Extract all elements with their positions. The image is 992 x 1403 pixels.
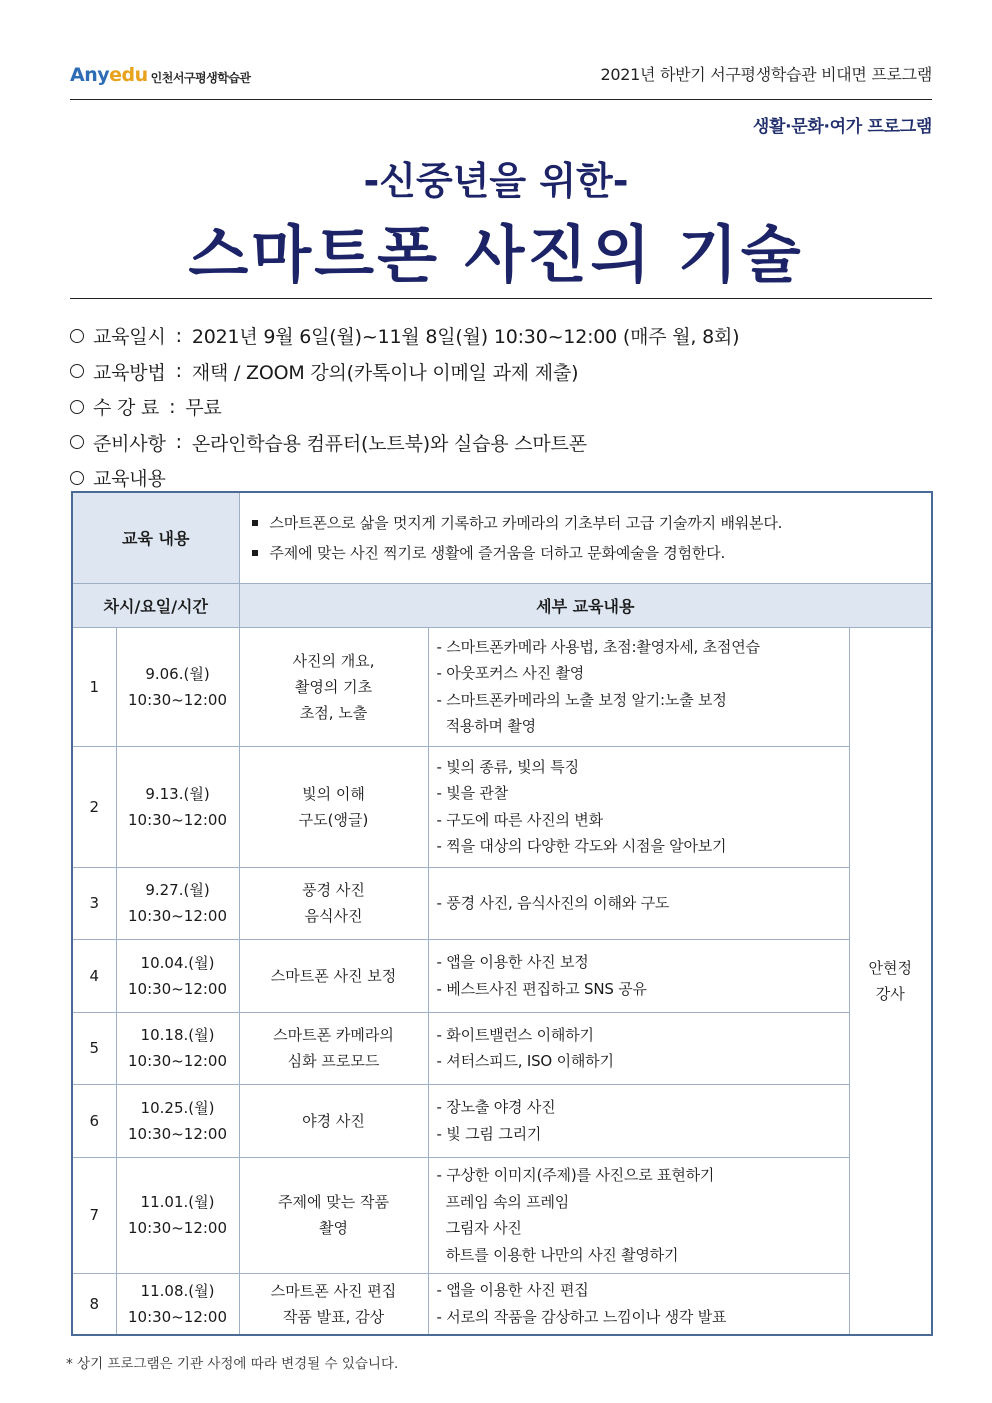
circle-bullet-icon [70,329,84,343]
course-info-list [70,318,932,496]
topic-line: 심화 프로모드 [287,1052,380,1070]
session-details [428,1012,849,1084]
detail-line: - 스마트폰카메라의 노출 보정 알기:노출 보정 [436,690,727,709]
topic-line: 초점, 노출 [299,703,368,722]
circle-bullet-icon [70,471,84,485]
goal-header: 교육 내용 [72,492,239,583]
info-value: 재택 / ZOOM 강의(카톡이나 이메일 과제 제출) [191,361,579,384]
info-item-date [70,318,932,354]
session-datetime [116,627,239,746]
session-details [428,867,849,939]
session-date: 11.01.(월) [140,1193,215,1211]
column-header-row [72,583,932,627]
session-time: 10:30~12:00 [127,979,228,998]
column-header-detail: 세부 교육내용 [239,583,932,627]
topic-line: 음식사진 [304,907,363,925]
session-details [428,939,849,1012]
detail-line: 하트를 이용한 나만의 사진 촬영하기 [436,1245,679,1264]
info-label: 교육방법 [93,361,166,384]
page-subtitle: -신중년을 위한- [363,159,629,203]
square-bullet-icon [252,550,258,556]
session-date: 9.13.(월) [145,784,210,803]
goal-row [72,492,932,583]
detail-line: - 찍을 대상의 다양한 각도와 시점을 알아보기 [436,837,727,855]
info-label: 교육내용 [93,468,166,491]
table-row [72,1084,932,1157]
curriculum-table [71,491,933,1336]
info-value: 무료 [185,397,222,420]
table-row [72,867,932,939]
session-datetime [116,746,239,867]
circle-bullet-icon [70,435,84,449]
detail-line: - 화이트밸런스 이해하기 [436,1025,594,1044]
session-datetime [116,1012,239,1084]
detail-line: - 앱을 이용한 사진 편집 [436,1281,589,1300]
session-date: 10.04.(월) [140,953,215,972]
session-topic [239,939,428,1012]
session-topic [239,1084,428,1157]
session-details [428,1273,849,1335]
info-value: 2021년 9월 6일(월)~11월 8일(월) 10:30~12:00 (매주 월, 8회) [191,326,740,349]
session-topic [239,867,428,939]
detail-line: - 베스트사진 편집하고 SNS 공유 [436,979,647,998]
session-time: 10:30~12:00 [127,1219,228,1237]
detail-line: - 빛의 종류, 빛의 특징 [436,757,579,776]
detail-line: - 장노출 야경 사진 [436,1098,556,1116]
detail-line: - 구도에 따른 사진의 변화 [436,810,603,829]
column-header-session: 차시/요일/시간 [72,583,239,627]
detail-line: - 스마트폰카메라 사용법, 초점:촬영자세, 초점연습 [436,637,760,656]
detail-line: 프레임 속의 프레임 [436,1192,570,1211]
session-time: 10:30~12:00 [127,907,228,925]
session-topic [239,1012,428,1084]
detail-line: - 빛을 관찰 [436,784,509,802]
session-date: 10.25.(월) [140,1098,215,1117]
session-details [428,1157,849,1273]
table-row [72,1273,932,1335]
table-row [72,1012,932,1084]
session-date: 9.27.(월) [145,881,210,899]
detail-line: 적용하며 촬영 [436,717,536,735]
session-number: 7 [72,1157,116,1273]
topic-line: 스마트폰 사진 보정 [270,966,397,985]
session-datetime [116,1157,239,1273]
logo-text-edu: edu [109,64,148,86]
instructor-title: 강사 [875,984,905,1003]
header-divider [70,99,932,100]
topic-line: 야경 사진 [302,1111,365,1130]
detail-line: - 앱을 이용한 사진 보정 [436,953,589,971]
detail-line: - 풍경 사진, 음식사진의 이해와 구도 [436,893,670,912]
table-row [72,746,932,867]
session-date: 9.06.(월) [145,664,210,683]
square-bullet-icon [252,520,258,526]
session-details [428,1084,849,1157]
session-topic [239,627,428,746]
detail-line: 그림자 사진 [436,1219,522,1237]
session-number: 6 [72,1084,116,1157]
topic-line: 주제에 맞는 작품 [278,1193,389,1211]
session-number: 2 [72,746,116,867]
detail-line: - 빛 그림 그리기 [436,1124,542,1143]
goal-item [250,538,922,568]
info-item-method [70,354,932,390]
circle-bullet-icon [70,364,84,378]
topic-line: 스마트폰 사진 편집 [270,1281,397,1300]
goal-cell [239,492,932,583]
session-datetime [116,939,239,1012]
info-separator: : [175,360,182,383]
goal-text: 주제에 맞는 사진 찍기로 생활에 즐거움을 더하고 문화예술을 경험한다. [269,544,726,563]
instructor-name: 안현정 [868,958,912,977]
detail-line: - 서로의 작품을 감상하고 느낌이나 생각 발표 [436,1307,727,1326]
info-value: 온라인학습용 컴퓨터(노트북)와 실습용 스마트폰 [191,432,587,455]
session-datetime [116,1273,239,1335]
session-time: 10:30~12:00 [127,1307,228,1326]
session-topic [239,746,428,867]
table-row [72,1157,932,1273]
logo-mark [70,64,148,86]
topic-line: 구도(앵글) [298,810,369,829]
table-row [72,627,932,746]
session-time: 10:30~12:00 [127,1052,228,1070]
session-date: 10.18.(월) [140,1026,215,1044]
session-details [428,746,849,867]
detail-line: - 구상한 이미지(주제)를 사진으로 표현하기 [436,1166,715,1184]
info-item-prep [70,425,932,461]
topic-line: 작품 발표, 감상 [282,1307,385,1326]
session-time: 10:30~12:00 [127,1124,228,1143]
circle-bullet-icon [70,400,84,414]
detail-line: - 셔터스피드, ISO 이해하기 [436,1052,614,1070]
program-category: 생활·문화·여가 프로그램 [752,117,932,137]
topic-line: 풍경 사진 [302,881,365,899]
title-divider [70,298,932,299]
topic-line: 사진의 개요, [292,651,375,670]
topic-line: 빛의 이해 [302,784,365,803]
session-number: 8 [72,1273,116,1335]
info-item-fee [70,389,932,425]
page-header [70,52,932,98]
session-datetime [116,1084,239,1157]
session-time: 10:30~12:00 [127,690,228,709]
info-separator: : [175,324,182,347]
info-label: 교육일시 [93,326,166,349]
session-details [428,627,849,746]
goal-item [250,508,922,538]
session-time: 10:30~12:00 [127,810,228,829]
topic-line: 촬영의 기초 [294,677,373,696]
session-number: 5 [72,1012,116,1084]
footnote: * 상기 프로그램은 기관 사정에 따라 변경될 수 있습니다. [66,1356,399,1372]
session-topic [239,1157,428,1273]
info-label: 수 강 료 [93,397,160,420]
detail-line: - 아웃포커스 사진 촬영 [436,664,585,682]
session-date: 11.08.(월) [140,1281,215,1300]
session-number: 3 [72,867,116,939]
session-topic [239,1273,428,1335]
topic-line: 스마트폰 카메라의 [273,1026,394,1044]
page-title: 스마트폰 사진의 기술 [188,218,804,291]
session-number: 4 [72,939,116,1012]
info-separator: : [175,431,182,454]
program-banner: 2021년 하반기 서구평생학습관 비대면 프로그램 [600,65,932,84]
goal-text: 스마트폰으로 삶을 멋지게 기록하고 카메라의 기초부터 고급 기술까지 배워본다. [269,514,783,533]
instructor-cell [849,627,932,1335]
anyedu-logo [70,58,250,92]
session-datetime [116,867,239,939]
topic-line: 촬영 [319,1219,348,1237]
session-number: 1 [72,627,116,746]
info-separator: : [169,395,176,418]
logo-institution-name: 인천서구평생학습관 [150,70,251,85]
table-row [72,939,932,1012]
logo-text-any: Any [70,64,110,86]
info-label: 준비사항 [93,432,166,455]
